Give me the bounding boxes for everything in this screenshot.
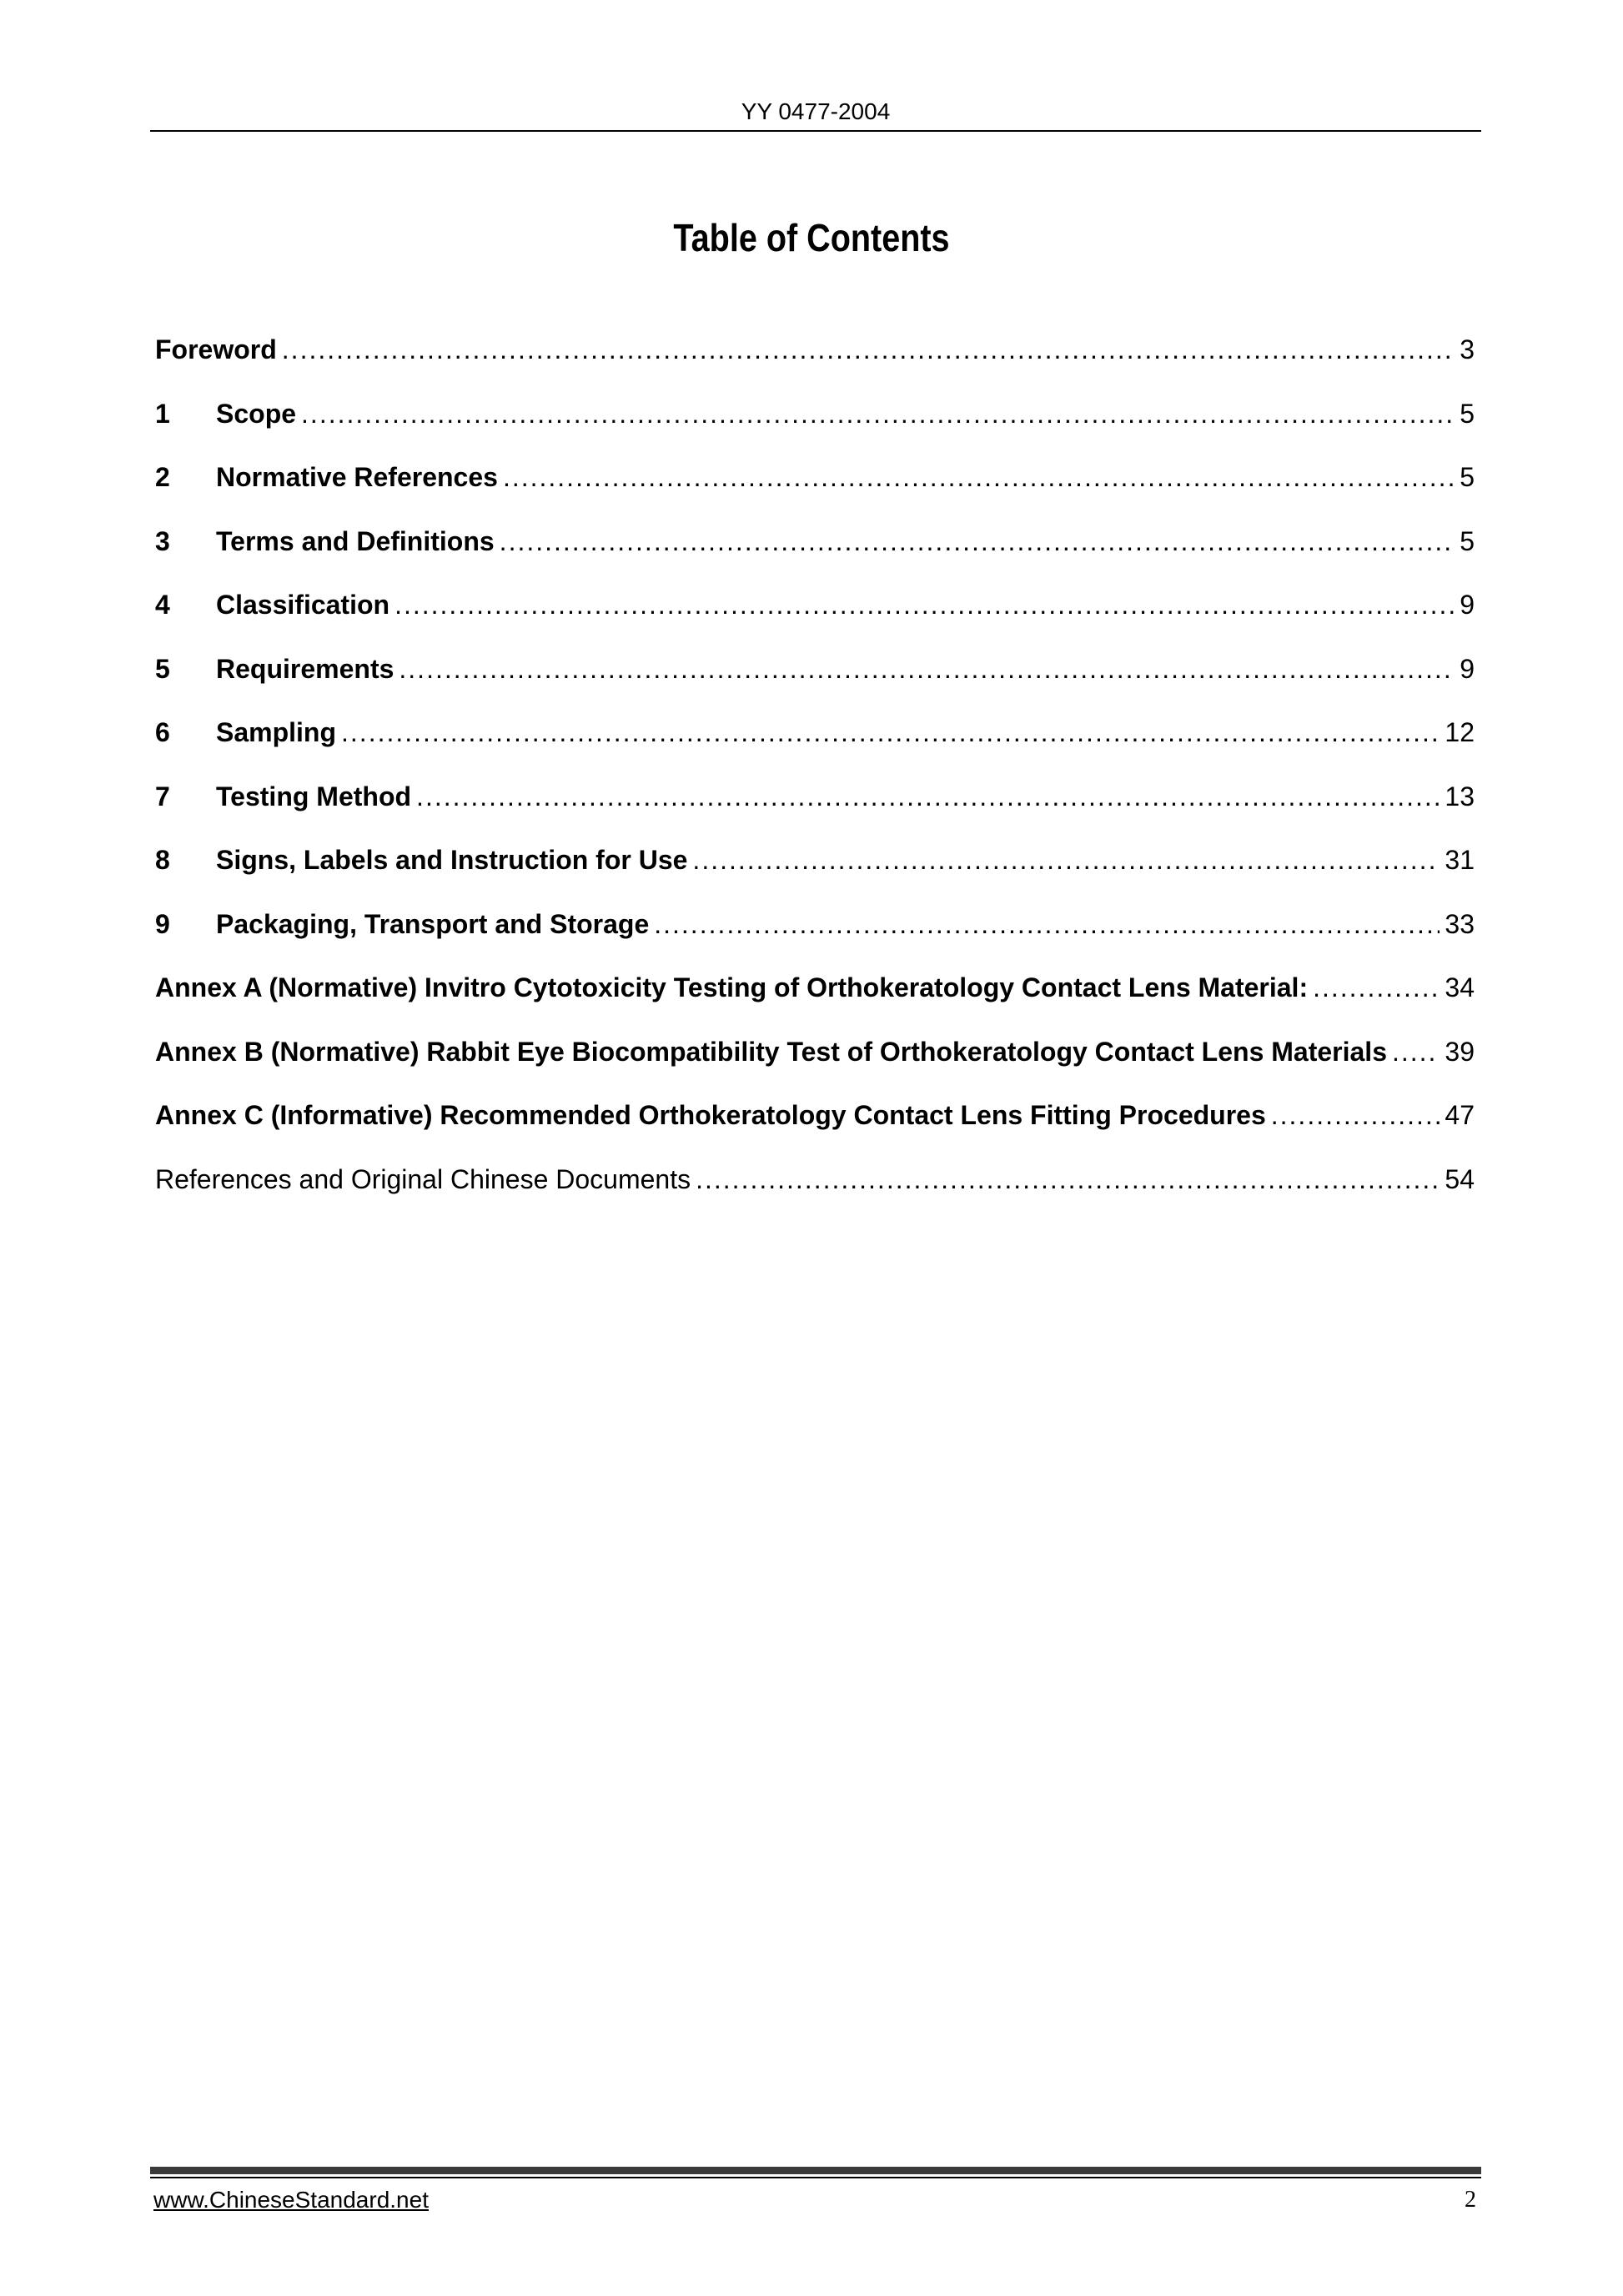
toc-entry-page: 5 xyxy=(1460,525,1475,556)
toc-entry-page: 39 xyxy=(1445,1036,1475,1067)
toc-dot-leader xyxy=(1313,967,1440,1008)
toc-entry-number: 4 xyxy=(155,590,170,620)
footer-divider-thick xyxy=(150,2167,1481,2174)
toc-entry-label: Sampling xyxy=(216,717,337,747)
toc-entry-page: 13 xyxy=(1445,781,1475,811)
toc-entry-number: 1 xyxy=(155,398,170,429)
toc-entry-number: 3 xyxy=(155,525,170,556)
toc-entry-page: 47 xyxy=(1445,1100,1475,1130)
toc-entry[interactable] xyxy=(155,648,1475,712)
toc-entry-label: Terms and Definitions xyxy=(216,525,495,556)
toc-dot-leader xyxy=(1392,1031,1440,1073)
toc-entry-number: 8 xyxy=(155,845,170,875)
footer-page-number: 2 xyxy=(1465,2187,1476,2213)
toc-entry-label: Classification xyxy=(216,590,390,620)
toc-entry[interactable] xyxy=(155,393,1475,457)
toc-entry-label: Testing Method xyxy=(216,781,412,811)
toc-entry[interactable] xyxy=(155,903,1475,967)
toc-entry-number: 9 xyxy=(155,908,170,939)
toc-entry-label: Annex C (Informative) Recommended Orthokeratology Contact Lens Fitting Procedures xyxy=(155,1100,1266,1130)
toc-dot-leader xyxy=(341,711,1440,753)
toc-dot-leader xyxy=(394,584,1455,625)
toc-entry-page: 54 xyxy=(1445,1163,1475,1194)
toc-dot-leader xyxy=(399,648,1455,690)
toc-dot-leader xyxy=(503,456,1455,498)
toc-entry[interactable] xyxy=(155,776,1475,840)
toc-entry-page: 31 xyxy=(1445,845,1475,875)
toc-entry-page: 5 xyxy=(1460,462,1475,492)
page-header xyxy=(150,93,1481,132)
toc-entry[interactable] xyxy=(155,520,1475,585)
toc-dot-leader xyxy=(282,329,1455,370)
doc-code: YY 0477-2004 xyxy=(741,98,891,124)
toc-entry[interactable] xyxy=(155,711,1475,776)
footer-site-link[interactable]: www.ChineseStandard.net xyxy=(153,2187,429,2213)
toc-entry-label: Signs, Labels and Instruction for Use xyxy=(216,845,688,875)
toc-entry-label: Packaging, Transport and Storage xyxy=(216,908,650,939)
toc-entry-number: 7 xyxy=(155,781,170,811)
toc-entry-label: Annex B (Normative) Rabbit Eye Biocompatibility Test of Orthokeratology Contact Lens Materials xyxy=(155,1036,1387,1067)
toc-entry[interactable] xyxy=(155,967,1475,1031)
toc-entry-label: Requirements xyxy=(216,653,394,684)
page-title: Table of Contents xyxy=(673,216,950,259)
toc-entry-number: 2 xyxy=(155,462,170,492)
toc-entry[interactable] xyxy=(155,1094,1475,1158)
toc-dot-leader xyxy=(696,1158,1440,1200)
toc-entry-page: 5 xyxy=(1460,398,1475,429)
toc-entry[interactable] xyxy=(155,456,1475,520)
toc-entry[interactable] xyxy=(155,1158,1475,1223)
toc-dot-leader xyxy=(500,520,1455,562)
toc-dot-leader xyxy=(416,776,1440,817)
toc-dot-leader xyxy=(301,393,1455,435)
toc-entry[interactable] xyxy=(155,329,1475,393)
toc-dot-leader xyxy=(1271,1094,1440,1136)
toc-entry[interactable] xyxy=(155,584,1475,648)
toc-entry-label: References and Original Chinese Documents xyxy=(155,1163,691,1194)
toc-entry-page: 3 xyxy=(1460,334,1475,364)
toc-entry-page: 9 xyxy=(1460,653,1475,684)
toc-entry-number: 6 xyxy=(155,717,170,747)
toc-entry-page: 12 xyxy=(1445,717,1475,747)
toc-dot-leader xyxy=(692,839,1440,881)
table-of-contents xyxy=(155,329,1475,1222)
toc-entry-label: Foreword xyxy=(155,334,277,364)
footer-divider-thin xyxy=(150,2177,1481,2178)
toc-entry-label: Scope xyxy=(216,398,297,429)
toc-entry-label: Annex A (Normative) Invitro Cytotoxicity Testing of Orthokeratology Contact Lens Material: xyxy=(155,972,1309,1002)
toc-entry-page: 33 xyxy=(1445,908,1475,939)
toc-dot-leader xyxy=(654,903,1440,945)
toc-entry-label: Normative References xyxy=(216,462,498,492)
toc-entry[interactable] xyxy=(155,839,1475,903)
toc-entry-number: 5 xyxy=(155,653,170,684)
toc-entry-page: 34 xyxy=(1445,972,1475,1002)
toc-entry-page: 9 xyxy=(1460,590,1475,620)
toc-entry[interactable] xyxy=(155,1031,1475,1095)
